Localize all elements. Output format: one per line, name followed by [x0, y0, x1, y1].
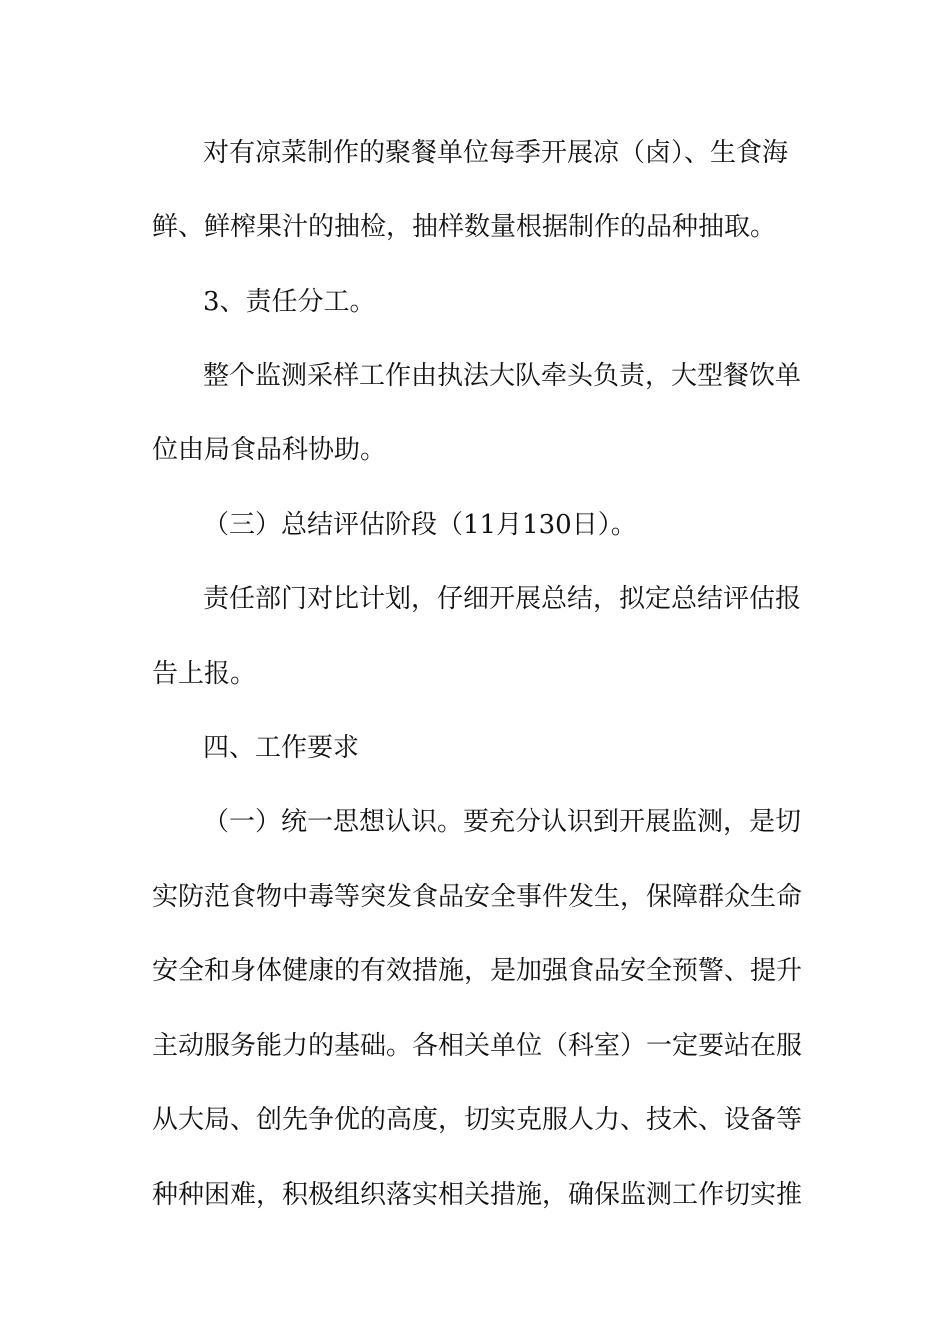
text-line-11: 实防范食物中毒等突发食品安全事件发生，保障群众生命: [152, 882, 803, 912]
text-line-1: 对有凉菜制作的聚餐单位每季开展凉（卤）、生食海: [203, 138, 789, 168]
text-line-12: 安全和身体健康的有效措施，是加强食品安全预警、提升: [152, 956, 803, 986]
text-line-10: （一）统一思想认识。要充分认识到开展监测，是切: [203, 807, 802, 837]
text-line-6: （三）总结评估阶段（11月130日）。: [203, 510, 637, 540]
text-line-14: 从大局、创先争优的高度，切实克服人力、技术、设备等: [152, 1105, 803, 1135]
text-line-7: 责任部门对比计划，仔细开展总结，拟定总结评估报: [203, 584, 802, 614]
text-line-3: 3、责任分工。: [203, 287, 376, 317]
text-line-5: 位由局食品科协助。: [152, 435, 387, 465]
section-heading: 四、工作要求: [203, 733, 360, 763]
text-line-2: 鲜、鲜榨果汁的抽检，抽样数量根据制作的品种抽取。: [152, 212, 777, 242]
text-line-8: 告上报。: [152, 659, 257, 689]
text-line-13: 主动服务能力的基础。各相关单位（科室）一定要站在服: [152, 1031, 803, 1061]
text-line-4: 整个监测采样工作由执法大队牵头负责，大型餐饮单: [203, 361, 802, 391]
text-line-15: 种种困难，积极组织落实相关措施，确保监测工作切实推: [152, 1180, 803, 1210]
